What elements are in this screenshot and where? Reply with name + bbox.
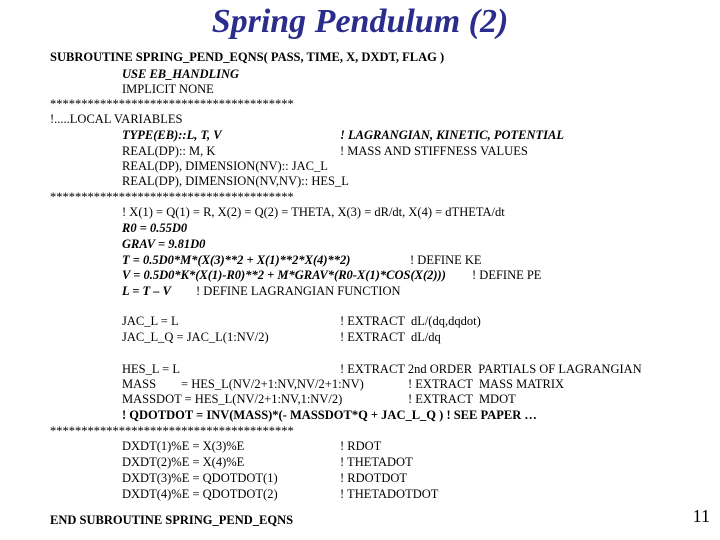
code-line: ! THETADOT <box>340 455 413 469</box>
code-line: TYPE(EB)::L, T, V <box>122 128 222 142</box>
code-line: !.....LOCAL VARIABLES <box>50 112 183 126</box>
code-line: ! EXTRACT MDOT <box>408 392 516 406</box>
code-line: ! DEFINE LAGRANGIAN FUNCTION <box>196 284 401 298</box>
code-line: ! MASS AND STIFFNESS VALUES <box>340 144 528 158</box>
code-line: ! DEFINE PE <box>472 268 542 282</box>
code-line: IMPLICIT NONE <box>122 82 214 96</box>
code-line: *************************************** <box>50 424 294 438</box>
code-line: T = 0.5D0*M*(X(3)**2 + X(1)**2*X(4)**2) <box>122 253 351 267</box>
code-line: ! RDOT <box>340 439 382 453</box>
code-line: R0 = 0.55D0 <box>122 221 188 235</box>
code-line: L = T – V <box>122 284 172 298</box>
code-line: DXDT(3)%E = QDOTDOT(1) <box>122 471 278 485</box>
code-line: JAC_L_Q = JAC_L(1:NV/2) <box>122 330 269 344</box>
code-line: MASSDOT = HES_L(NV/2+1:NV,1:NV/2) <box>122 392 343 406</box>
code-line: DXDT(2)%E = X(4)%E <box>122 455 245 469</box>
code-line: DXDT(1)%E = X(3)%E <box>122 439 245 453</box>
code-line: ! THETADOTDOT <box>340 487 439 501</box>
code-line: REAL(DP):: M, K <box>122 144 216 158</box>
code-line: ! LAGRANGIAN, KINETIC, POTENTIAL <box>340 128 564 142</box>
code-line: *************************************** <box>50 190 294 204</box>
code-line: SUBROUTINE SPRING_PEND_EQNS( PASS, TIME, X, DXDT, FLAG ) <box>50 50 445 64</box>
code-line: END SUBROUTINE SPRING_PEND_EQNS <box>50 513 294 527</box>
code-line: DXDT(4)%E = QDOTDOT(2) <box>122 487 278 501</box>
code-line: HES_L = L <box>122 362 180 376</box>
code-line: GRAV = 9.81D0 <box>122 237 206 251</box>
code-line: REAL(DP), DIMENSION(NV):: JAC_L <box>122 159 328 173</box>
code-line: USE EB_HANDLING <box>122 67 240 81</box>
code-line: ! EXTRACT MASS MATRIX <box>408 377 565 391</box>
code-line: MASS = HES_L(NV/2+1:NV,NV/2+1:NV) <box>122 377 364 391</box>
code-line: ! EXTRACT dL/(dq,dqdot) <box>340 314 481 328</box>
code-line: ! RDOTDOT <box>340 471 408 485</box>
code-line: ! X(1) = Q(1) = R, X(2) = Q(2) = THETA, X(3) = dR/dt, X(4) = dTHETA/dt <box>122 205 505 219</box>
code-line: REAL(DP), DIMENSION(NV,NV):: HES_L <box>122 174 349 188</box>
code-line: ! DEFINE KE <box>410 253 482 267</box>
code-line: JAC_L = L <box>122 314 179 328</box>
slide-title: Spring Pendulum (2) <box>211 3 509 40</box>
code-line: ! QDOTDOT = INV(MASS)*(- MASSDOT*Q + JAC_L_Q ) ! SEE PAPER … <box>122 408 537 422</box>
page-number: 11 <box>692 506 710 526</box>
code-line: ! EXTRACT 2nd ORDER PARTIALS OF LAGRANGIAN <box>340 362 642 376</box>
code-line: V = 0.5D0*K*(X(1)-R0)**2 + M*GRAV*(R0-X(1)*COS(X(2))) <box>122 268 446 282</box>
code-line: *************************************** <box>50 97 294 111</box>
code-line: ! EXTRACT dL/dq <box>340 330 441 344</box>
